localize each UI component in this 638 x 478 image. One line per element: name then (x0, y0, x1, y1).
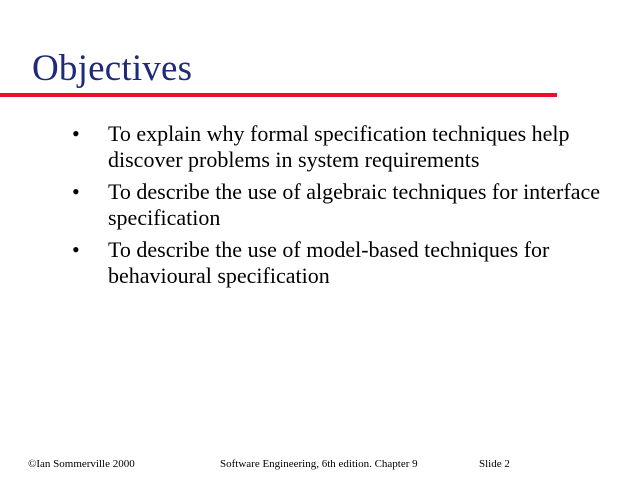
bullet-icon: • (72, 237, 80, 262)
slide-title: Objectives (32, 48, 193, 89)
bullet-text: To describe the use of algebraic techniques for interface specification (108, 179, 601, 230)
list-item (72, 121, 632, 173)
footer-copyright: ©Ian Sommerville 2000 (28, 458, 135, 470)
title-underline (0, 93, 557, 97)
bullet-icon: • (72, 121, 80, 146)
objectives-list (72, 121, 632, 295)
list-item (72, 237, 632, 289)
footer-slide-number: Slide 2 (479, 458, 510, 470)
list-item (72, 179, 632, 231)
bullet-icon: • (72, 179, 80, 204)
bullet-text: To describe the use of model-based techniques for behavioural specification (108, 237, 550, 288)
bullet-text: To explain why formal specification techniques help discover problems in system requirements (108, 121, 570, 172)
footer-course: Software Engineering, 6th edition. Chapter 9 (220, 458, 418, 470)
